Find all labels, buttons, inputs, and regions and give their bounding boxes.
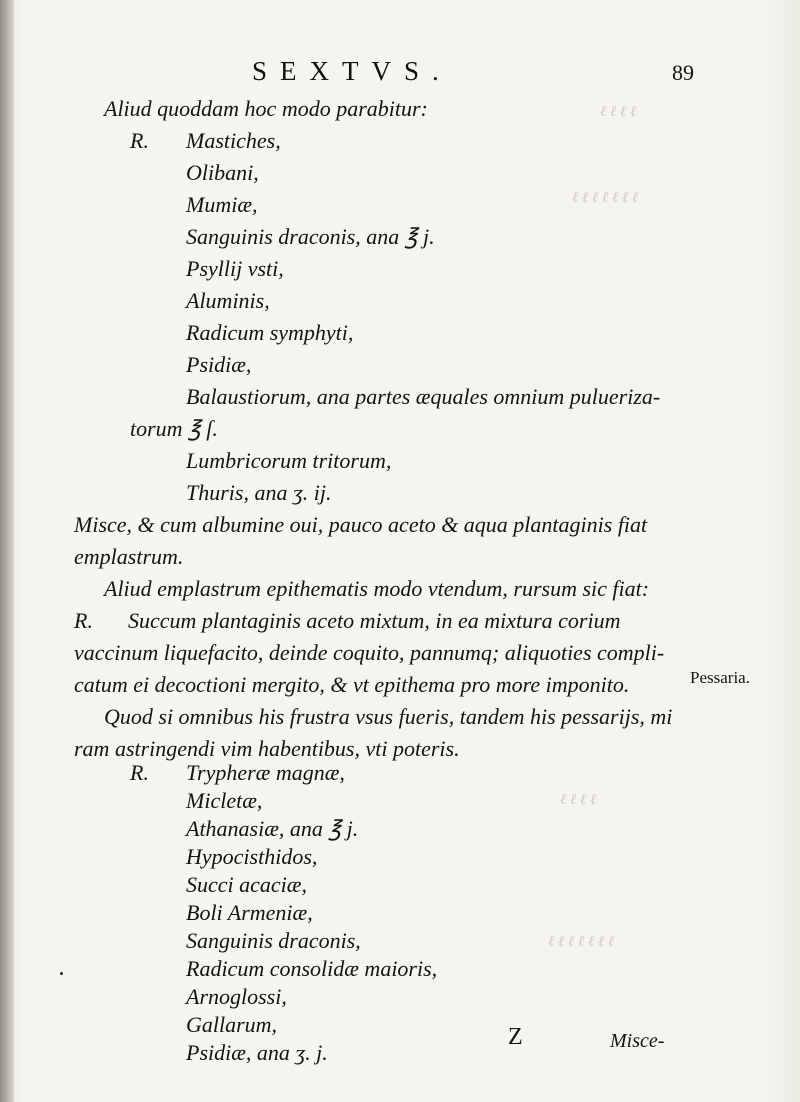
ingredient-line: Psidiæ, ana ʒ. j. (186, 1040, 328, 1065)
catchword: Misce- (610, 1030, 665, 1052)
text-line: vaccinum liquefacito, deinde coquito, pannumq; aliquoties compli- (74, 640, 665, 665)
ingredient-line: Gallarum, (186, 1012, 278, 1037)
show-through: ℓ ℓ ℓ ℓ (560, 792, 597, 808)
ingredient-line: Trypheræ magnæ, (186, 760, 345, 785)
text-line: Aliud emplastrum epithematis modo vtendum, rursum sic fiat: (104, 576, 650, 601)
ingredient-line: Mastiches, (186, 128, 281, 153)
ingredient-line: Lumbricorum tritorum, (186, 448, 392, 473)
text-line: ram astringendi vim habentibus, vti poteris. (74, 736, 460, 761)
show-through: ℓ ℓ ℓ ℓ ℓ ℓ ℓ (572, 190, 639, 206)
show-through: ℓ ℓ ℓ ℓ (600, 104, 637, 120)
ingredient-line: Athanasiæ, ana ℥ j. (186, 816, 359, 841)
ink-speck (60, 972, 63, 975)
ingredient-line: Psyllij vsti, (186, 256, 284, 281)
page-number: 89 (672, 60, 694, 85)
text-line: Quod si omnibus his frustra vsus fueris, tandem his pessarijs, mi (104, 704, 673, 729)
ingredient-line: Radicum consolidæ maioris, (186, 956, 438, 981)
margin-note: Pessaria. (690, 668, 750, 687)
ingredient-line: Succi acaciæ, (186, 872, 307, 897)
recipe-mark: R. (130, 760, 149, 785)
ingredient-line: Micletæ, (186, 788, 263, 813)
ingredient-line: Aluminis, (186, 288, 270, 313)
ingredient-line: torum ℥ ſ. (130, 416, 218, 441)
ingredient-line: Radicum symphyti, (186, 320, 354, 345)
ingredient-line: Balaustiorum, ana partes æquales omnium pulueriza- (186, 384, 661, 409)
ingredient-line: Hypocisthidos, (186, 844, 318, 869)
ingredient-line: Mumiæ, (186, 192, 258, 217)
ingredient-line: Boli Armeniæ, (186, 900, 313, 925)
ingredient-line: Sanguinis draconis, ana ℥ j. (186, 224, 435, 249)
running-head: SEXTVS. (252, 56, 452, 86)
recipe-mark: R. (74, 608, 93, 633)
recipe-mark: R. (130, 128, 149, 153)
ingredient-line: Olibani, (186, 160, 259, 185)
text-line: Aliud quoddam hoc modo parabitur: (104, 96, 428, 121)
ingredient-line: Sanguinis draconis, (186, 928, 361, 953)
text-line: emplastrum. (74, 544, 184, 569)
text-line: Succum plantaginis aceto mixtum, in ea mixtura corium (128, 608, 621, 633)
signature-mark: Z (508, 1024, 523, 1050)
show-through: ℓ ℓ ℓ ℓ ℓ ℓ ℓ (548, 934, 615, 950)
text-line: Misce, & cum albumine oui, pauco aceto & aqua plantaginis fiat (74, 512, 648, 537)
ingredient-line: Thuris, ana ʒ. ij. (186, 480, 332, 505)
ingredient-line: Arnoglossi, (186, 984, 287, 1009)
text-line: catum ei decoctioni mergito, & vt epithema pro more imponito. (74, 672, 630, 697)
ingredient-line: Psidiæ, (186, 352, 252, 377)
